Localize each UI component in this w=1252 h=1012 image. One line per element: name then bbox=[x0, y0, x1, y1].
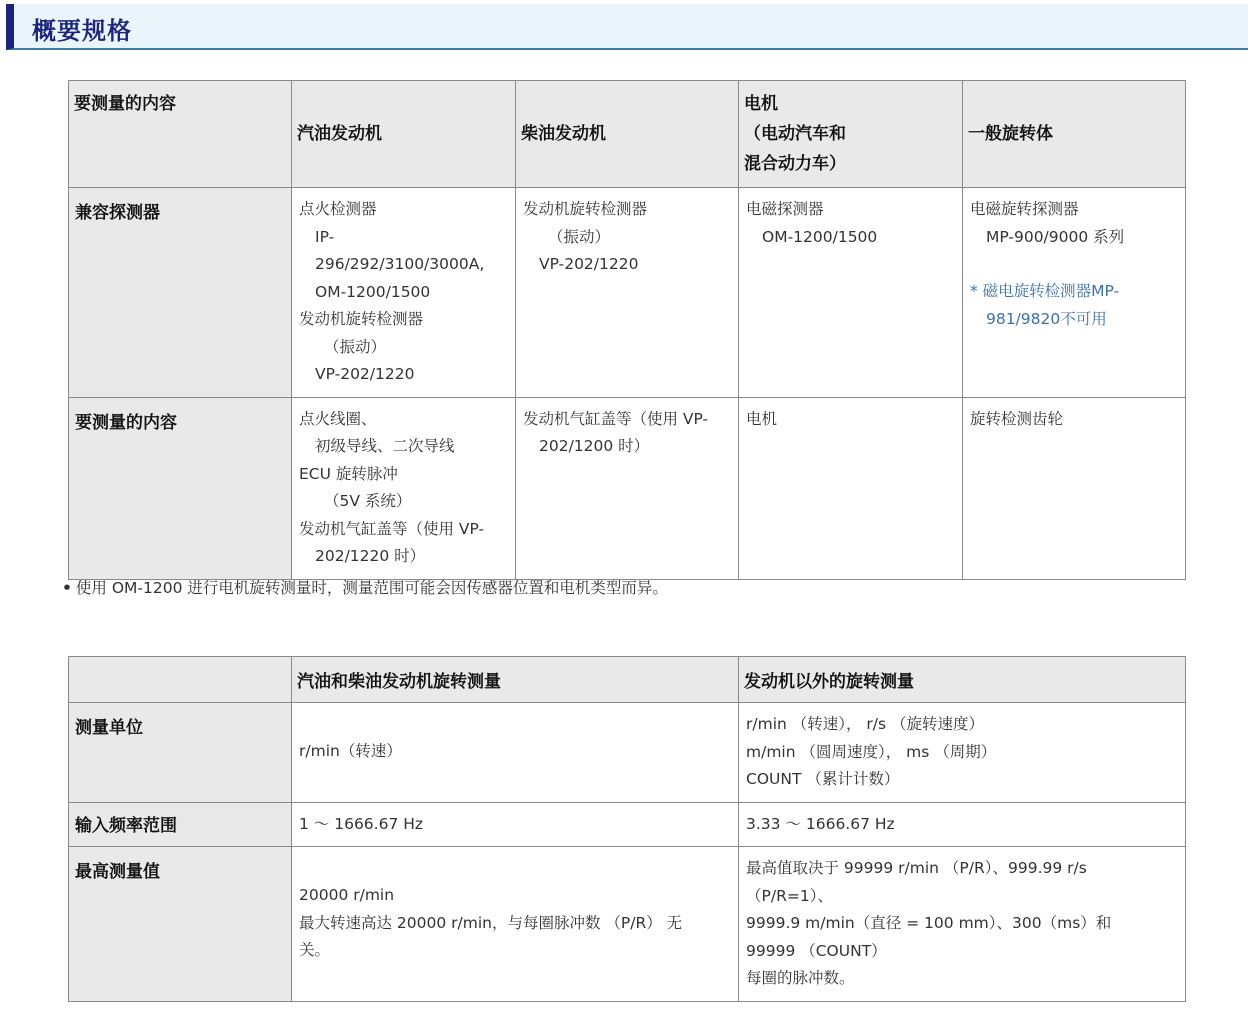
table-row-probes bbox=[69, 188, 1186, 398]
cell-targets-diesel: 发动机气缸盖等（使用 VP- 202/1200 时） bbox=[516, 397, 739, 579]
cell-targets-general: 旋转检测齿轮 bbox=[963, 397, 1186, 579]
compatibility-table bbox=[68, 80, 1186, 580]
table-header-row bbox=[69, 81, 1186, 188]
row-label-units: 测量单位 bbox=[69, 703, 292, 803]
cell-probes-diesel: 发动机旋转检测器 （振动） VP-202/1220 bbox=[516, 188, 739, 398]
cell-frequency-engine: 1 ～ 1666.67 Hz bbox=[292, 802, 739, 847]
table-row-targets bbox=[69, 397, 1186, 579]
cell-probes-general: 电磁旋转探测器 MP-900/9000 系列 * 磁电旋转检测器MP- 981/9820不可用 bbox=[963, 188, 1186, 398]
cell-targets-gasoline: 点火线圈、 初级导线、二次导线 ECU 旋转脉冲 （5V 系统） 发动机气缸盖等（使用 VP- 202/1220 时） bbox=[292, 397, 516, 579]
header-cell-general-rotor: 一般旋转体 bbox=[963, 81, 1186, 188]
row-label-frequency: 输入频率范围 bbox=[69, 802, 292, 847]
cell-targets-motor: 电机 bbox=[739, 397, 963, 579]
cell-probes-motor: 电磁探测器 OM-1200/1500 bbox=[739, 188, 963, 398]
bullet-icon: • bbox=[62, 579, 72, 597]
table-row-units bbox=[69, 703, 1186, 803]
cell-frequency-other: 3.33 ～ 1666.67 Hz bbox=[739, 802, 1186, 847]
row-label-probes: 兼容探测器 bbox=[69, 188, 292, 398]
section-header bbox=[6, 4, 1248, 50]
row-label-targets: 要测量的内容 bbox=[69, 397, 292, 579]
footnote: • 使用 OM-1200 进行电机旋转测量时，测量范围可能会因传感器位置和电机类型而异。 bbox=[62, 579, 668, 597]
table-row-frequency bbox=[69, 802, 1186, 847]
cell-units-engine: r/min（转速） bbox=[292, 703, 739, 803]
cell-max-other: 最高值取决于 99999 r/min （P/R）、999.99 r/s （P/R=1）、 9999.9 m/min（直径 = 100 mm）、300（ms）和 99999 （COUNT） 每圈的脉冲数。 bbox=[739, 847, 1186, 1002]
probe-note: * 磁电旋转检测器MP- bbox=[970, 282, 1120, 300]
table-row-max-value bbox=[69, 847, 1186, 1002]
section-title: 概要规格 bbox=[32, 17, 132, 45]
header-cell-other-measurement: 发动机以外的旋转测量 bbox=[739, 657, 1186, 703]
table-header-row bbox=[69, 657, 1186, 703]
header-cell-diesel-engine: 柴油发动机 bbox=[516, 81, 739, 188]
row-label-max-value: 最高测量值 bbox=[69, 847, 292, 1002]
header-cell-motor: 电机 （电动汽车和 混合动力车） bbox=[739, 81, 963, 188]
cell-probes-gasoline: 点火检测器 IP- 296/292/3100/3000A, OM-1200/1500 发动机旋转检测器 （振动） VP-202/1220 bbox=[292, 188, 516, 398]
cell-units-other: r/min （转速）， r/s （旋转速度） m/min （圆周速度）， ms （周期） COUNT （累计计数） bbox=[739, 703, 1186, 803]
header-cell-engine-measurement: 汽油和柴油发动机旋转测量 bbox=[292, 657, 739, 703]
header-cell-measure-target: 要测量的内容 bbox=[69, 81, 292, 188]
header-cell-empty bbox=[69, 657, 292, 703]
header-cell-gasoline-engine: 汽油发动机 bbox=[292, 81, 516, 188]
measurement-spec-table bbox=[68, 656, 1186, 1002]
cell-max-engine: 20000 r/min 最大转速高达 20000 r/min，与每圈脉冲数 （P/R） 无 关。 bbox=[292, 847, 739, 1002]
